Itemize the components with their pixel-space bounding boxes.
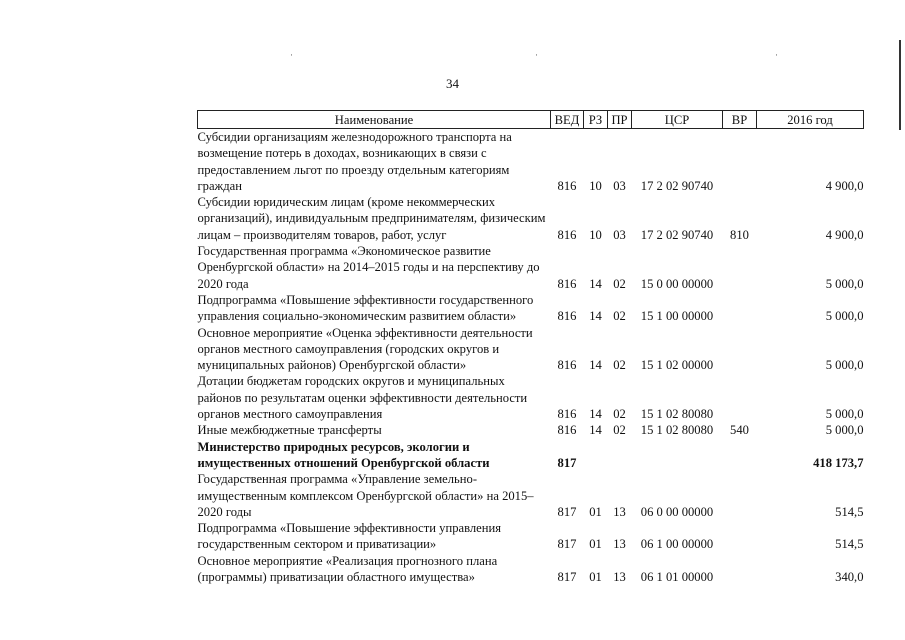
table-row — [198, 422, 864, 438]
cell-csr: 15 1 02 80080 — [640, 407, 714, 422]
table-row — [198, 553, 864, 586]
cell-amount: 5 000,0 — [825, 407, 864, 422]
cell-csr: 17 2 02 90740 — [640, 227, 714, 242]
cell-rz: 14 — [589, 423, 602, 438]
cell-pr: 02 — [613, 309, 626, 324]
cell-vr: 810 — [730, 227, 749, 242]
cell-pr: 13 — [613, 537, 626, 552]
cell-amount: 5 000,0 — [825, 276, 864, 291]
cell-ved: 817 — [557, 570, 577, 585]
cell-name: Подпрограмма «Повышение эффективности государственного управления социально-экономическим развитием области» — [197, 292, 534, 324]
cell-ved: 816 — [557, 423, 577, 438]
cell-csr: 06 1 01 00000 — [640, 570, 714, 585]
header-ved: ВЕД — [551, 111, 584, 129]
cell-pr: 02 — [613, 423, 626, 438]
cell-amount: 5 000,0 — [825, 309, 864, 324]
cell-vr — [723, 292, 757, 325]
page-number: 34 — [446, 76, 459, 91]
cell-csr: 06 1 00 00000 — [640, 537, 714, 552]
cell-csr: 15 1 00 00000 — [640, 309, 714, 324]
cell-csr: 15 0 00 00000 — [640, 276, 714, 291]
table-row — [198, 471, 864, 520]
cell-vr: 540 — [730, 423, 749, 438]
cell-rz: 01 — [589, 537, 602, 552]
cell-amount: 514,5 — [835, 537, 864, 552]
table-row — [198, 520, 864, 553]
cell-rz: 10 — [589, 178, 602, 193]
cell-pr: 03 — [613, 178, 626, 193]
cell-name: Дотации бюджетам городских округов и муниципальных районов по результатам оценки эффективности деятельности органов местного самоуправления — [197, 374, 528, 422]
cell-rz: 14 — [589, 276, 602, 291]
cell-rz — [584, 439, 608, 472]
budget-table — [197, 110, 864, 585]
table-row — [198, 129, 864, 195]
header-csr: ЦСР — [632, 111, 723, 129]
cell-amount: 4 900,0 — [825, 178, 864, 193]
table-row — [198, 325, 864, 374]
cell-pr: 03 — [613, 227, 626, 242]
table-row — [198, 292, 864, 325]
cell-vr — [723, 520, 757, 553]
cell-vr — [723, 439, 757, 472]
cell-ved: 817 — [557, 537, 577, 552]
cell-pr: 13 — [613, 570, 626, 585]
header-vr: ВР — [723, 111, 757, 129]
cell-vr — [723, 325, 757, 374]
cell-pr: 02 — [613, 358, 626, 373]
cell-ved: 816 — [557, 358, 577, 373]
cell-pr: 13 — [613, 504, 626, 519]
cell-amount: 418 173,7 — [813, 455, 864, 470]
cell-name: Иные межбюджетные трансферты — [197, 423, 382, 438]
cell-name: Субсидии организациям железнодорожного транспорта на возмещение потерь в доходах, возникающих в связи с предоставлением льгот по проезду отдельным категориям граждан — [197, 130, 512, 193]
cell-csr: 06 0 00 00000 — [640, 504, 714, 519]
cell-amount: 340,0 — [835, 570, 864, 585]
cell-csr: 15 1 02 00000 — [640, 358, 714, 373]
table-row — [198, 194, 864, 243]
cell-amount: 5 000,0 — [825, 423, 864, 438]
cell-ved: 816 — [557, 276, 577, 291]
table-row — [198, 243, 864, 292]
cell-vr — [723, 373, 757, 422]
header-rz: РЗ — [584, 111, 608, 129]
cell-pr: 02 — [613, 276, 626, 291]
cell-ved: 816 — [557, 178, 577, 193]
cell-name: Основное мероприятие «Оценка эффективности деятельности органов местного самоуправления (городских округов и муниципальных районов) Оренбургской области» — [197, 325, 533, 373]
cell-name: Субсидии юридическим лицам (кроме некоммерческих организаций), индивидуальным предпринимателям, физическим лицам – производителям товаров, работ, услуг — [197, 195, 546, 242]
cell-vr — [723, 129, 757, 195]
cell-ved: 816 — [557, 309, 577, 324]
cell-name: Основное мероприятие «Реализация прогнозного плана (программы) приватизации областного имущества» — [197, 553, 498, 585]
cell-name: Подпрограмма «Повышение эффективности управления государственным сектором и приватизации» — [197, 521, 502, 552]
cell-amount: 514,5 — [835, 504, 864, 519]
cell-vr — [723, 243, 757, 292]
cell-ved: 817 — [557, 504, 577, 519]
cell-rz: 01 — [589, 504, 602, 519]
header-year: 2016 год — [757, 111, 864, 129]
cell-amount: 5 000,0 — [825, 358, 864, 373]
table-body — [198, 129, 864, 586]
cell-ved: 816 — [557, 407, 577, 422]
cell-rz: 14 — [589, 309, 602, 324]
header-pr: ПР — [608, 111, 632, 129]
cell-amount: 4 900,0 — [825, 227, 864, 242]
cell-rz: 01 — [589, 570, 602, 585]
cell-vr — [723, 553, 757, 586]
scan-dot: · — [775, 50, 778, 60]
scan-dot: · — [290, 50, 293, 60]
table-row — [198, 439, 864, 472]
cell-rz: 14 — [589, 358, 602, 373]
cell-csr: 15 1 02 80080 — [640, 423, 714, 438]
cell-pr — [608, 439, 632, 472]
cell-ved: 817 — [557, 455, 577, 470]
header-name: Наименование — [198, 111, 551, 129]
cell-pr: 02 — [613, 407, 626, 422]
cell-name: Государственная программа «Управление земельно-имущественным комплексом Оренбургской области» на 2015–2020 годы — [197, 472, 534, 519]
scan-dot: · — [535, 50, 538, 60]
cell-vr — [723, 471, 757, 520]
cell-ved: 816 — [557, 227, 577, 242]
cell-rz: 10 — [589, 227, 602, 242]
cell-csr: 17 2 02 90740 — [640, 178, 714, 193]
cell-name: Государственная программа «Экономическое развитие Оренбургской области» на 2014–2015 годы и на перспективу до 2020 года — [197, 244, 540, 291]
cell-name: Министерство природных ресурсов, экологии и имущественных отношений Оренбургской области — [197, 439, 490, 470]
table-header-row — [198, 111, 864, 129]
cell-csr — [632, 439, 723, 472]
cell-rz: 14 — [589, 407, 602, 422]
table-row — [198, 373, 864, 422]
